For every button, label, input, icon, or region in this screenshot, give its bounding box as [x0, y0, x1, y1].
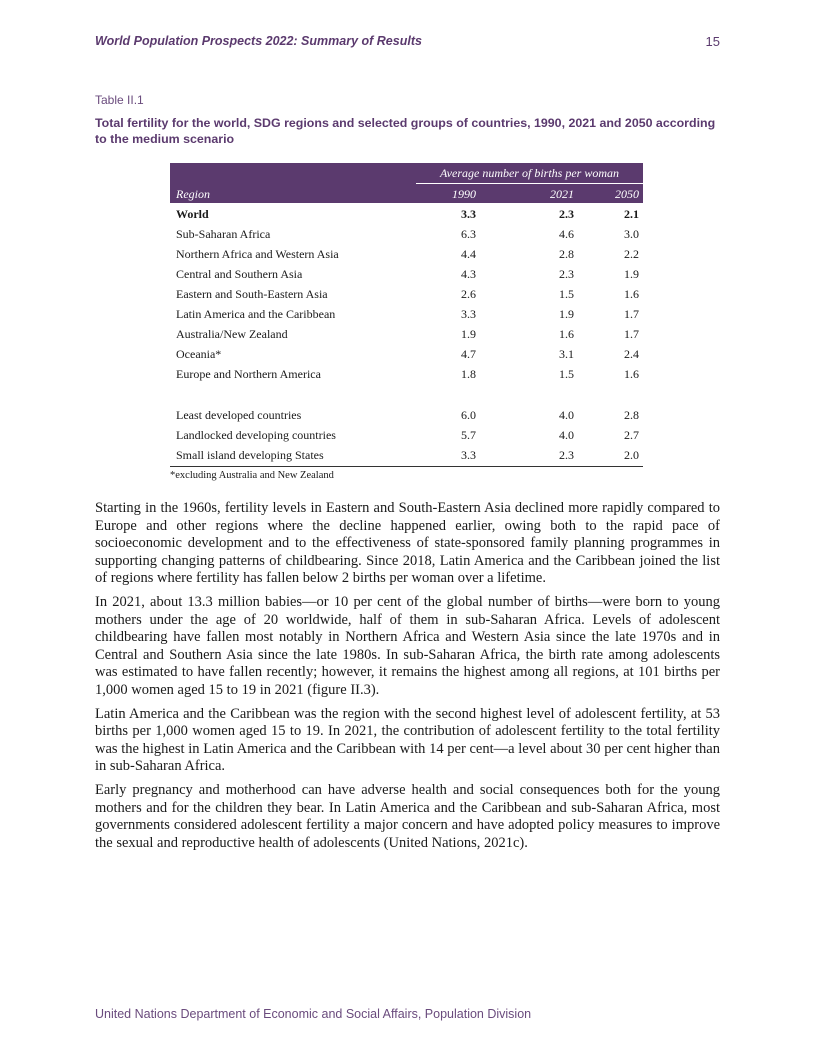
- row-region: Eastern and South-Eastern Asia: [176, 287, 328, 301]
- table-row: [170, 285, 643, 305]
- row-value-1990: 4.7: [461, 347, 476, 361]
- row-value-1990: 6.0: [461, 408, 476, 422]
- column-header-region: Region: [176, 187, 210, 201]
- paragraph: Starting in the 1960s, fertility levels in Eastern and South-Eastern Asia declined more rapidly compared to Europe and other regions where the decline happened earlier, owing both to the rapid pace of socioeconomic development and to the effectiveness of state-sponsored family planning programmes in supporting changing patterns of childbearing. Since 2018, Latin America and the Caribbean joined the list of regions where fertility has fallen below 2 births per woman over a lifetime.: [95, 500, 720, 587]
- row-value-1990: 1.9: [461, 327, 476, 341]
- table-body: [170, 205, 643, 467]
- row-value-2021: 4.6: [559, 227, 574, 241]
- row-region: Northern Africa and Western Asia: [176, 247, 339, 261]
- table-row: [170, 345, 643, 365]
- row-value-2021: 1.5: [559, 367, 574, 381]
- running-header-title: World Population Prospects 2022: Summary of Results: [95, 34, 422, 48]
- row-value-2050: 1.7: [624, 327, 639, 341]
- row-region: Landlocked developing countries: [176, 428, 336, 442]
- row-value-2021: 3.1: [559, 347, 574, 361]
- paragraph: Early pregnancy and motherhood can have adverse health and social consequences both for the young mothers and for the children they bear. In Latin America and the Caribbean and sub-Saharan Africa, most governments considered adolescent fertility a major concern and have adopted policy measures to improve the sexual and reproductive health of adolescents (United Nations, 2021c).: [95, 781, 720, 851]
- table-group-header: Average number of births per woman: [416, 166, 643, 184]
- row-value-2050: 2.4: [624, 347, 639, 361]
- row-region: Europe and Northern America: [176, 367, 321, 381]
- row-region: Sub-Saharan Africa: [176, 227, 271, 241]
- row-value-2050: 2.2: [624, 247, 639, 261]
- table-row: [170, 426, 643, 446]
- paragraph: Latin America and the Caribbean was the region with the second highest level of adolescent fertility, at 53 births per 1,000 women aged 15 to 19. In 2021, the contribution of adolescent fertility to the total fertility was the highest in Latin America and the Caribbean with 14 per cent—a level about 30 per cent higher than in sub-Saharan Africa.: [95, 705, 720, 775]
- row-value-2050: 1.7: [624, 307, 639, 321]
- table-spacer: [170, 385, 643, 406]
- row-value-2021: 1.6: [559, 327, 574, 341]
- table-row: [170, 305, 643, 325]
- row-value-2021: 2.3: [559, 448, 574, 462]
- row-value-2021: 1.9: [559, 307, 574, 321]
- paragraph: In 2021, about 13.3 million babies—or 10 per cent of the global number of births—were born to young mothers under the age of 20 worldwide, half of them in sub-Saharan Africa. Levels of adolescent childbearing have fallen most notably in Northern Africa and Western Asia since the late 1970s and in Central and Southern Asia since the late 1980s. In sub-Saharan Africa, the birth rate among adolescents was estimated to have fallen recently; however, it remains the highest among all regions, at 101 births per 1,000 women aged 15 to 19 in 2021 (figure II.3).: [95, 593, 720, 698]
- row-value-2021: 4.0: [559, 408, 574, 422]
- row-value-2021: 1.5: [559, 287, 574, 301]
- row-value-2021: 4.0: [559, 428, 574, 442]
- table-row: [170, 365, 643, 385]
- table-row: [170, 446, 643, 467]
- row-value-1990: 4.3: [461, 267, 476, 281]
- column-header-1990: 1990: [452, 187, 476, 201]
- table-label: Table II.1: [95, 93, 144, 107]
- row-value-1990: 3.3: [461, 448, 476, 462]
- row-region: World: [176, 207, 209, 221]
- column-header-2050: 2050: [615, 187, 639, 201]
- row-value-2021: 2.8: [559, 247, 574, 261]
- page-number: 15: [705, 34, 720, 49]
- column-header-2021: 2021: [550, 187, 574, 201]
- row-value-1990: 3.3: [461, 207, 476, 221]
- row-value-2050: 2.0: [624, 448, 639, 462]
- row-value-2050: 1.6: [624, 287, 639, 301]
- row-region: Small island developing States: [176, 448, 324, 462]
- row-value-2050: 1.9: [624, 267, 639, 281]
- row-value-2050: 1.6: [624, 367, 639, 381]
- row-value-1990: 2.6: [461, 287, 476, 301]
- table-footnote: *excluding Australia and New Zealand: [170, 470, 334, 481]
- table-row: [170, 225, 643, 245]
- row-value-2050: 3.0: [624, 227, 639, 241]
- row-value-2021: 2.3: [559, 207, 574, 221]
- row-region: Oceania*: [176, 347, 222, 361]
- table-row: [170, 245, 643, 265]
- row-value-1990: 3.3: [461, 307, 476, 321]
- table-row: [170, 406, 643, 426]
- table-caption: Total fertility for the world, SDG regions and selected groups of countries, 1990, 2021 and 2050 according to the medium scenario: [95, 116, 716, 146]
- row-value-2050: 2.7: [624, 428, 639, 442]
- row-value-1990: 4.4: [461, 247, 476, 261]
- row-value-1990: 5.7: [461, 428, 476, 442]
- row-region: Least developed countries: [176, 408, 302, 422]
- row-value-2050: 2.1: [624, 207, 639, 221]
- table-row: [170, 325, 643, 345]
- table-row: [170, 205, 643, 225]
- row-value-1990: 6.3: [461, 227, 476, 241]
- row-value-2021: 2.3: [559, 267, 574, 281]
- body-text: [95, 500, 720, 858]
- table-header: [170, 163, 643, 203]
- page-footer: United Nations Department of Economic and Social Affairs, Population Division: [95, 1007, 532, 1021]
- row-value-2050: 2.8: [624, 408, 639, 422]
- row-value-1990: 1.8: [461, 367, 476, 381]
- row-region: Central and Southern Asia: [176, 267, 303, 281]
- table-row: [170, 265, 643, 285]
- row-region: Australia/New Zealand: [176, 327, 288, 341]
- row-region: Latin America and the Caribbean: [176, 307, 336, 321]
